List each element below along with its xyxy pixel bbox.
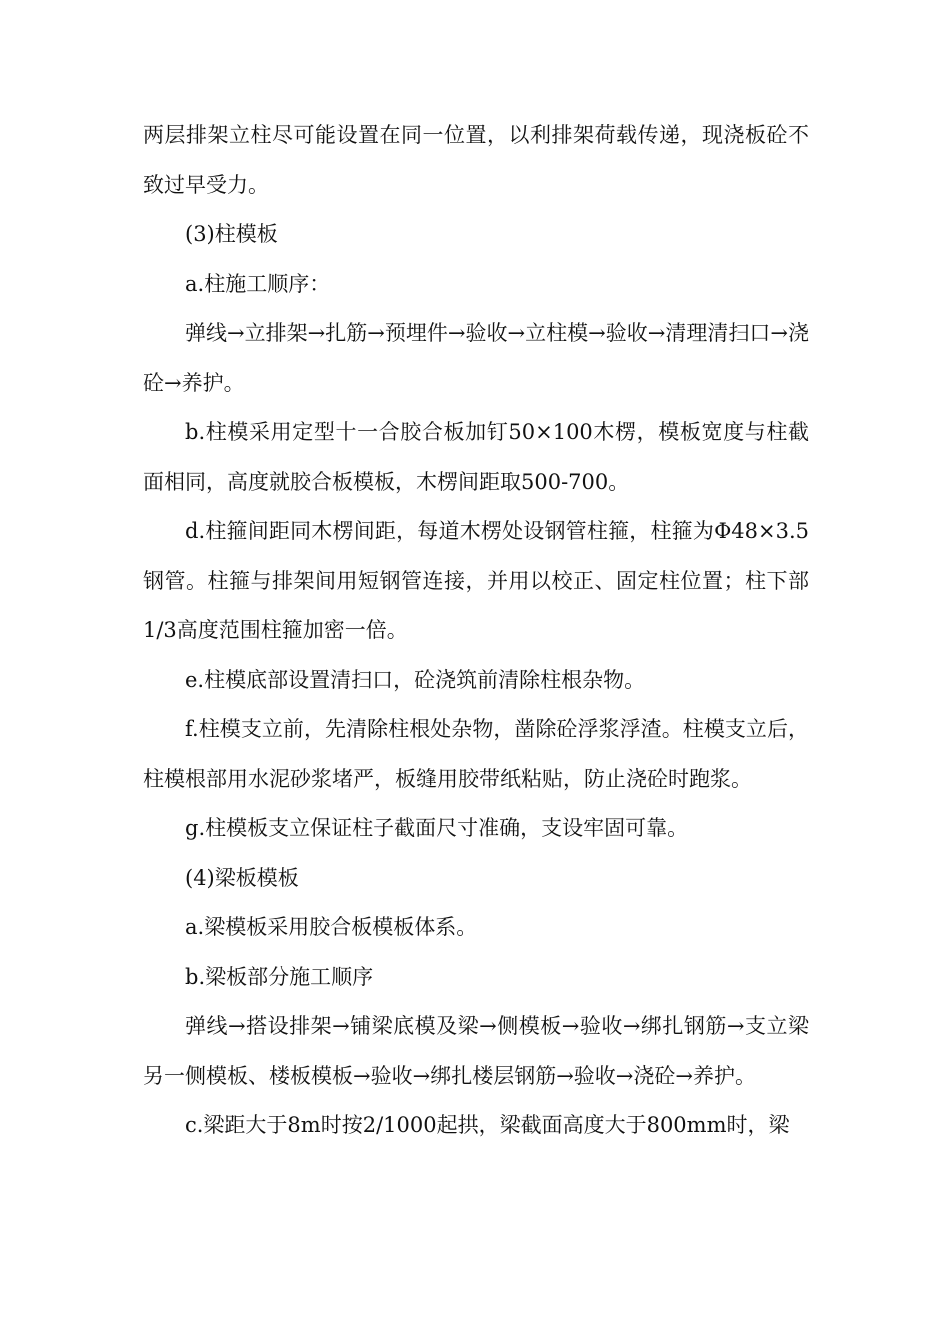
paragraph-continuation: 两层排架立柱尽可能设置在同一位置，以利排架荷载传递，现浇板砼不致过早受力。: [143, 123, 809, 197]
paragraph-beam-system-a: a.梁模板采用胶合板模板体系。: [185, 915, 478, 939]
paragraph-erection-f: f.柱模支立前，先清除柱根处杂物，凿除砼浮浆浮渣。柱模支立后，柱模根部用水泥砂浆堵严，板缝用胶带纸粘贴，防止浇砼时跑浆。: [143, 717, 809, 791]
paragraph-column-hoop-d: d.柱箍间距同木楞间距，每道木楞处设钢管柱箍，柱箍为Φ48×3.5钢管。柱箍与排架间用短钢管连接，并用以校正、固定柱位置；柱下部1/3高度范围柱箍加密一倍。: [143, 519, 809, 642]
section-heading-beam-slab-formwork: (4)梁板模板: [185, 865, 299, 890]
paragraph-cleanout-e: e.柱模底部设置清扫口，砼浇筑前清除柱根杂物。: [185, 667, 646, 692]
paragraph-camber-c: c.梁距大于8m时按2/1000起拱，梁截面高度大于800mm时，梁: [185, 1113, 790, 1137]
section-heading-column-formwork: (3)柱模板: [185, 222, 278, 246]
paragraph-beam-sequence-title-b: b.梁板部分施工顺序: [185, 964, 374, 989]
paragraph-column-formwork-b: b.柱模采用定型十一合胶合板加钉50×100木楞，模板宽度与柱截面相同，高度就胶合板模板，木楞间距取500-700。: [143, 420, 809, 494]
paragraph-column-sequence-title: a.柱施工顺序：: [185, 271, 331, 296]
paragraph-accuracy-g: g.柱模板支立保证柱子截面尺寸准确，支设牢固可靠。: [185, 816, 689, 840]
paragraph-beam-sequence: 弹线→搭设排架→铺梁底模及梁→侧模板→验收→绑扎钢筋→支立梁另一侧模板、楼板模板→验收→绑扎楼层钢筋→验收→浇砼→养护。: [143, 1014, 809, 1088]
document-body: [143, 111, 809, 1151]
paragraph-column-sequence: 弹线→立排架→扎筋→预埋件→验收→立柱模→验收→清理清扫口→浇砼→养护。: [143, 321, 809, 395]
